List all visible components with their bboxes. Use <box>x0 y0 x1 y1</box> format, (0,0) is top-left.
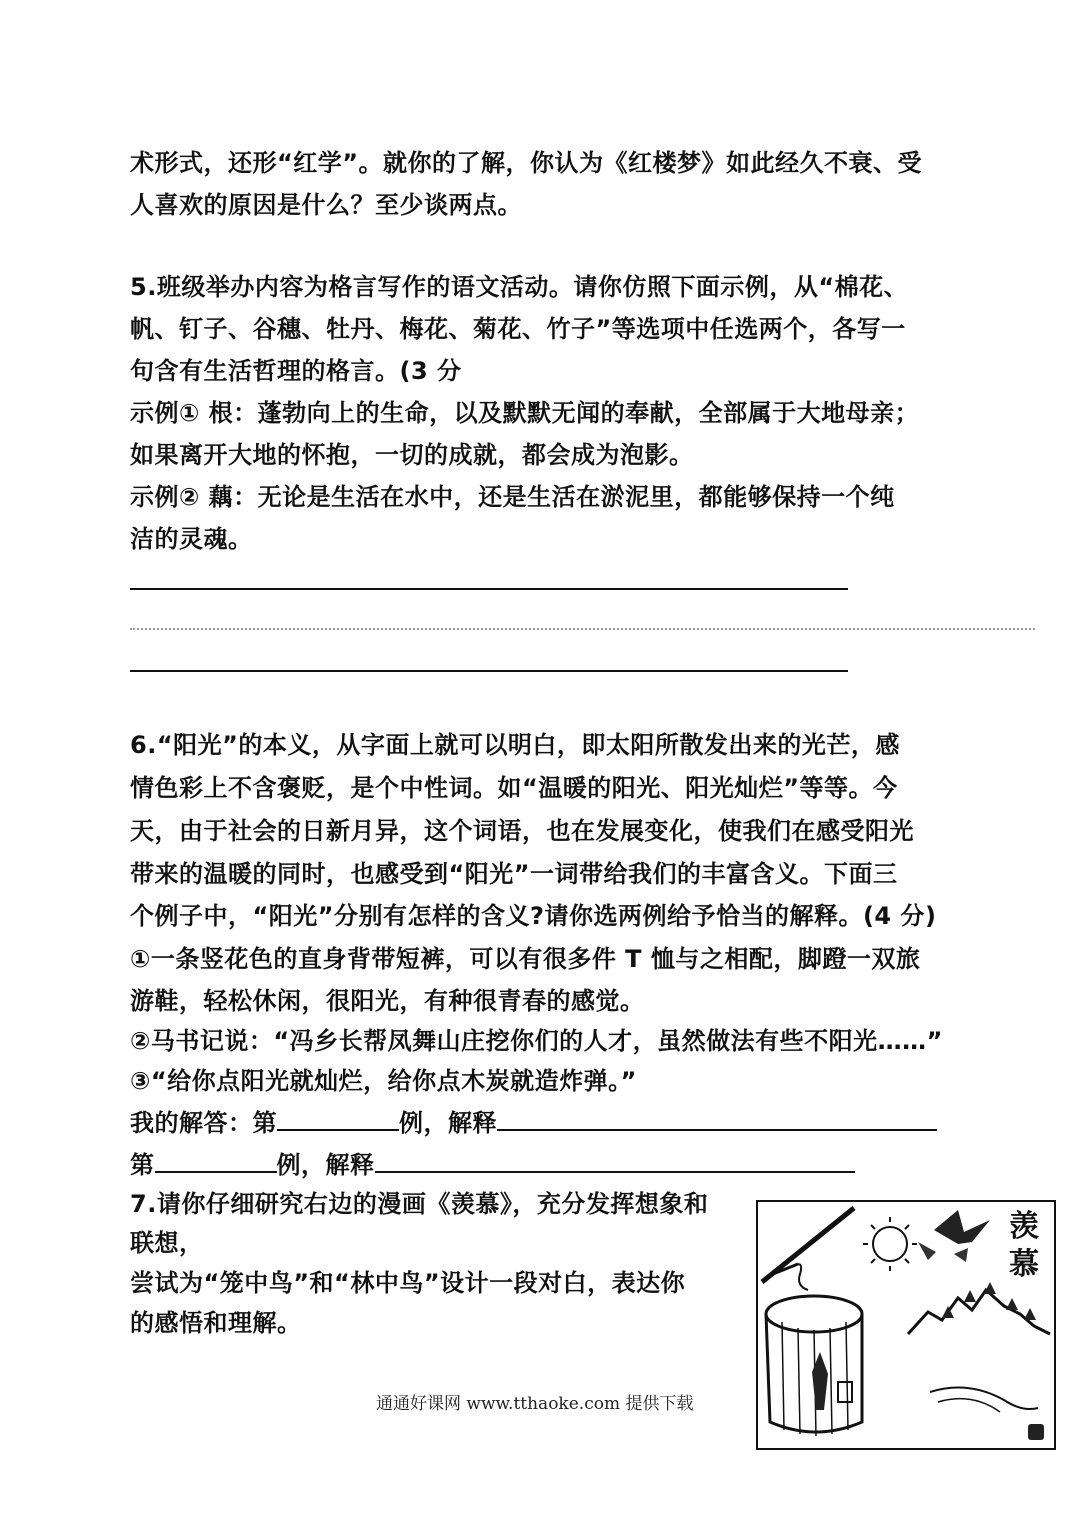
cartoon-title-char-1: 羡 <box>1009 1209 1039 1244</box>
q6-line-1: 6.“阳光”的本义，从字面上就可以明白，即太阳所散发出来的光芒，感 <box>130 731 900 759</box>
q5-answer-line-2[interactable] <box>130 670 848 672</box>
answer-1-mid: 例，解释 <box>399 1109 497 1137</box>
answer-2-explain-blank[interactable] <box>375 1149 855 1173</box>
q6-line-5: 个例子中，“阳光”分别有怎样的含义?请你选两例给予恰当的解释。(4 分) <box>130 902 937 930</box>
q5-example-1b: 如果离开大地的怀抱，一切的成就，都会成为泡影。 <box>130 441 694 469</box>
q4-line-2: 人喜欢的原因是什么？至少谈两点。 <box>130 191 522 219</box>
q5-example-1a: 示例① 根：蓬勃向上的生命，以及默默无闻的奉献，全部属于大地母亲； <box>130 399 920 427</box>
q7-line-4: 的感悟和理解。 <box>130 1309 302 1337</box>
q7-line-1: 7.请你仔细研究右边的漫画《羡慕》，充分发挥想象和 <box>130 1190 709 1218</box>
answer-1-explain-blank[interactable] <box>497 1107 937 1131</box>
q4-line-1: 术形式，还形“红学”。就你的了解，你认为《红楼梦》如此经久不衰、受 <box>130 149 923 177</box>
q7-line-2: 联想， <box>130 1229 204 1257</box>
q6-item-1b: 游鞋，轻松休闲，很阳光，有种很青春的感觉。 <box>130 987 645 1015</box>
q6-answer-row-1 <box>130 1106 937 1140</box>
q5-line-2: 帆、钉子、谷穗、牡丹、梅花、菊花、竹子”等选项中任选两个，各写一 <box>130 315 906 343</box>
answer-2-mid: 例，解释 <box>276 1151 375 1179</box>
q6-item-1a: ①一条竖花色的直身背带短裤，可以有很多件 T 恤与之相配，脚蹬一双旅 <box>130 945 921 973</box>
q5-example-2b: 洁的灵魂。 <box>130 525 253 553</box>
q6-answer-row-2 <box>130 1148 855 1182</box>
cartoon-title <box>1004 1208 1044 1284</box>
q6-line-2: 情色彩上不含褒贬，是个中性词。如“温暖的阳光、阳光灿烂”等等。今 <box>130 774 898 802</box>
q6-item-2: ②马书记说：“冯乡长帮凤舞山庄挖你们的人才，虽然做法有些不阳光……” <box>130 1027 943 1055</box>
answer-2-number-blank[interactable] <box>155 1149 277 1173</box>
q7-line-3: 尝试为“笼中鸟”和“林中鸟”设计一段对白，表达你 <box>130 1269 686 1297</box>
q6-line-4: 带来的温暖的同时，也感受到“阳光”一词带给我们的丰富含义。下面三 <box>130 860 898 888</box>
q5-line-3: 句含有生活哲理的格言。(3 分 <box>130 357 462 385</box>
q5-example-2a: 示例② 藕：无论是生活在水中，还是生活在淤泥里，都能够保持一个纯 <box>130 483 895 511</box>
cartoon-envy <box>756 1200 1056 1450</box>
cartoon-title-char-2: 慕 <box>1009 1247 1039 1282</box>
footer-credit: 通通好课网 www.tthaoke.com 提供下载 <box>376 1394 694 1414</box>
q5-line-1: 5.班级举办内容为格言写作的语文活动。请你仿照下面示例，从“棉花、 <box>130 273 909 301</box>
answer-1-number-blank[interactable] <box>277 1107 399 1131</box>
dotted-separator <box>130 628 1035 630</box>
q6-line-3: 天，由于社会的日新月异，这个词语，也在发展变化，使我们在感受阳光 <box>130 817 914 845</box>
q6-item-3: ③“给你点阳光就灿烂，给你点木炭就造炸弹。” <box>130 1067 637 1095</box>
answer-1-prefix: 我的解答：第 <box>130 1109 277 1137</box>
q5-answer-line-1[interactable] <box>130 588 848 590</box>
answer-2-prefix: 第 <box>130 1151 155 1179</box>
